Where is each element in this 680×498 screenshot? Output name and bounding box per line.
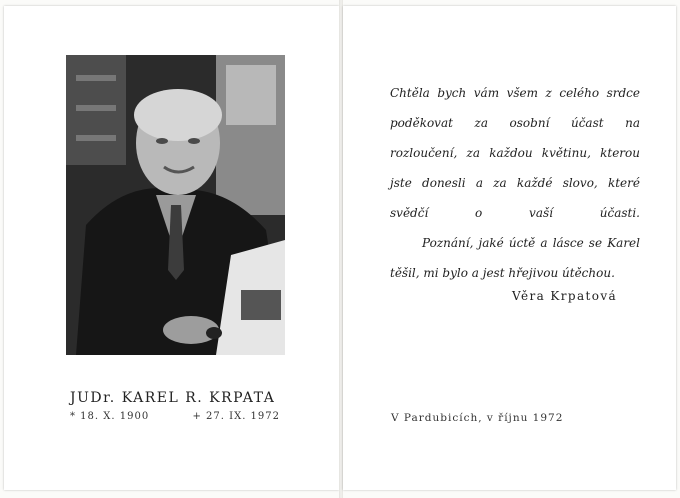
- portrait-illustration: [66, 55, 285, 355]
- comfort-paragraph: Poznání, jaké úctě a lásce se Karel těšil, mi bylo a jest hřejivou útěchou.: [390, 236, 640, 280]
- place-and-date: V Pardubicích, v říjnu 1972: [391, 412, 564, 424]
- signature: Věra Krpatová: [512, 289, 618, 303]
- deceased-name: JUDr. KAREL R. KRPATA: [70, 390, 276, 406]
- birth-date: * 18. X. 1900: [70, 411, 150, 422]
- thanks-paragraph: Chtěla bych vám všem z celého srdce poděkovat za osobní účast na rozloučení, za každou květinu, kterou jste donesli a za každé slovo, které svědčí o vaší účasti.: [390, 86, 640, 220]
- life-dates: [70, 411, 280, 422]
- thank-you-text: [390, 78, 640, 288]
- portrait-photo: [66, 55, 285, 355]
- death-date: + 27. IX. 1972: [192, 411, 280, 422]
